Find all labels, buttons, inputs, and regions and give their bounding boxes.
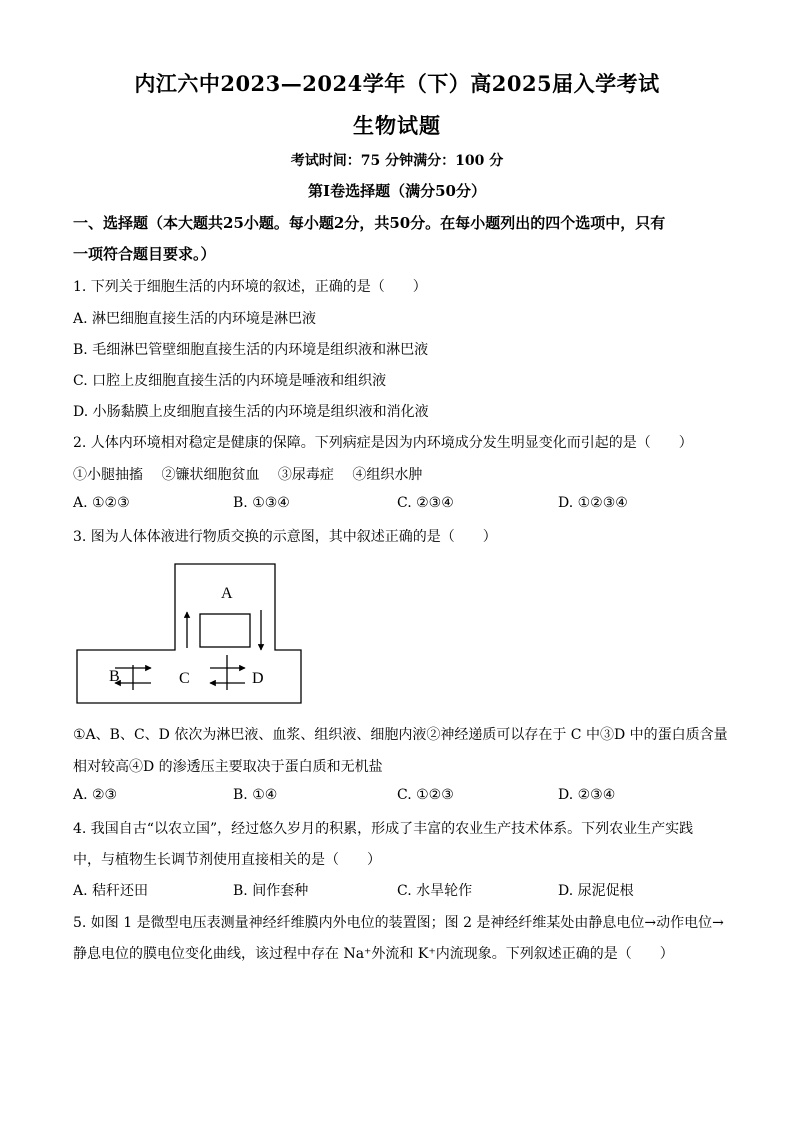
question-2-option-a: A. ①②③ [73, 495, 130, 511]
question-1-stem: 1. 下列关于细胞生活的内环境的叙述，正确的是（ ） [73, 279, 427, 295]
question-4-option-d: D. 尿泥促根 [558, 883, 634, 899]
subject-title: 生物试题 [353, 113, 441, 138]
label-c: C [179, 670, 190, 687]
cell-rectangle [200, 614, 250, 647]
question-2-option-b: B. ①③④ [233, 495, 290, 511]
question-4-stem-line2: 中，与植物生长调节剂使用直接相关的是（ ） [73, 852, 381, 868]
label-a: A [221, 585, 233, 602]
question-2-option-c: C. ②③④ [397, 495, 454, 511]
question-4-option-c: C. 水旱轮作 [397, 883, 473, 899]
question-1-option-c: C. 口腔上皮细胞直接生活的内环境是唾液和组织液 [73, 373, 387, 389]
section-instructions-line2: 一项符合题目要求。） [73, 245, 216, 263]
question-4-option-b: B. 间作套种 [233, 883, 309, 899]
question-2-stem: 2. 人体内环境相对稳定是健康的保障。下列病症是因为内环境成分发生明显变化而引起的是（ ） [73, 435, 693, 451]
question-3-option-b: B. ①④ [233, 787, 278, 803]
question-2-items: ①小腿抽搐 ②镰状细胞贫血 ③尿毒症 ④组织水肿 [73, 467, 423, 483]
question-4-stem-line1: 4. 我国自古“以农立国”，经过悠久岁月的积累，形成了丰富的农业生产技术体系。下列农业生产实践 [73, 821, 694, 837]
question-3-statement-line1: ①A、B、C、D 依次为淋巴液、血浆、组织液、细胞内液②神经递质可以存在于 C 中③D 中的蛋白质含量 [73, 727, 728, 743]
question-3-option-a: A. ②③ [73, 787, 118, 803]
section-instructions-line1: 一、选择题（本大题共25小题。每小题2分，共50分。在每小题列出的四个选项中，只有 [73, 214, 666, 232]
question-4-option-a: A. 秸秆还田 [73, 883, 149, 899]
question-2-option-d: D. ①②③④ [558, 495, 628, 511]
question-2-options [73, 495, 733, 515]
question-3-option-c: C. ①②③ [397, 787, 454, 803]
exam-title: 内江六中2023—2024学年（下）高2025届入学考试 [134, 71, 660, 96]
body-fluid-exchange-diagram [73, 562, 305, 707]
question-3-statement-line2: 相对较高④D 的渗透压主要取决于蛋白质和无机盐 [73, 759, 383, 775]
question-5-stem-line1: 5. 如图 1 是微型电压表测量神经纤维膜内外电位的装置图；图 2 是神经纤维某处由静息电位→动作电位→ [73, 915, 724, 931]
part-title: 第Ⅰ卷选择题（满分50分） [308, 182, 486, 200]
label-b: B [109, 668, 120, 685]
question-1-option-d: D. 小肠黏膜上皮细胞直接生活的内环境是组织液和消化液 [73, 404, 429, 420]
question-3-options [73, 787, 733, 807]
question-3-option-d: D. ②③④ [558, 787, 616, 803]
label-d: D [252, 670, 264, 687]
exam-info: 考试时间：75 分钟满分：100 分 [290, 153, 504, 169]
question-3-stem: 3. 图为人体体液进行物质交换的示意图，其中叙述正确的是（ ） [73, 529, 497, 545]
question-5-stem-line2: 静息电位的膜电位变化曲线，该过程中存在 Na⁺外流和 K⁺内流现象。下列叙述正确的是（ ） [73, 946, 674, 962]
question-1-option-b: B. 毛细淋巴管壁细胞直接生活的内环境是组织液和淋巴液 [73, 342, 429, 358]
question-4-options [73, 880, 733, 900]
question-1-option-a: A. 淋巴细胞直接生活的内环境是淋巴液 [73, 311, 317, 327]
